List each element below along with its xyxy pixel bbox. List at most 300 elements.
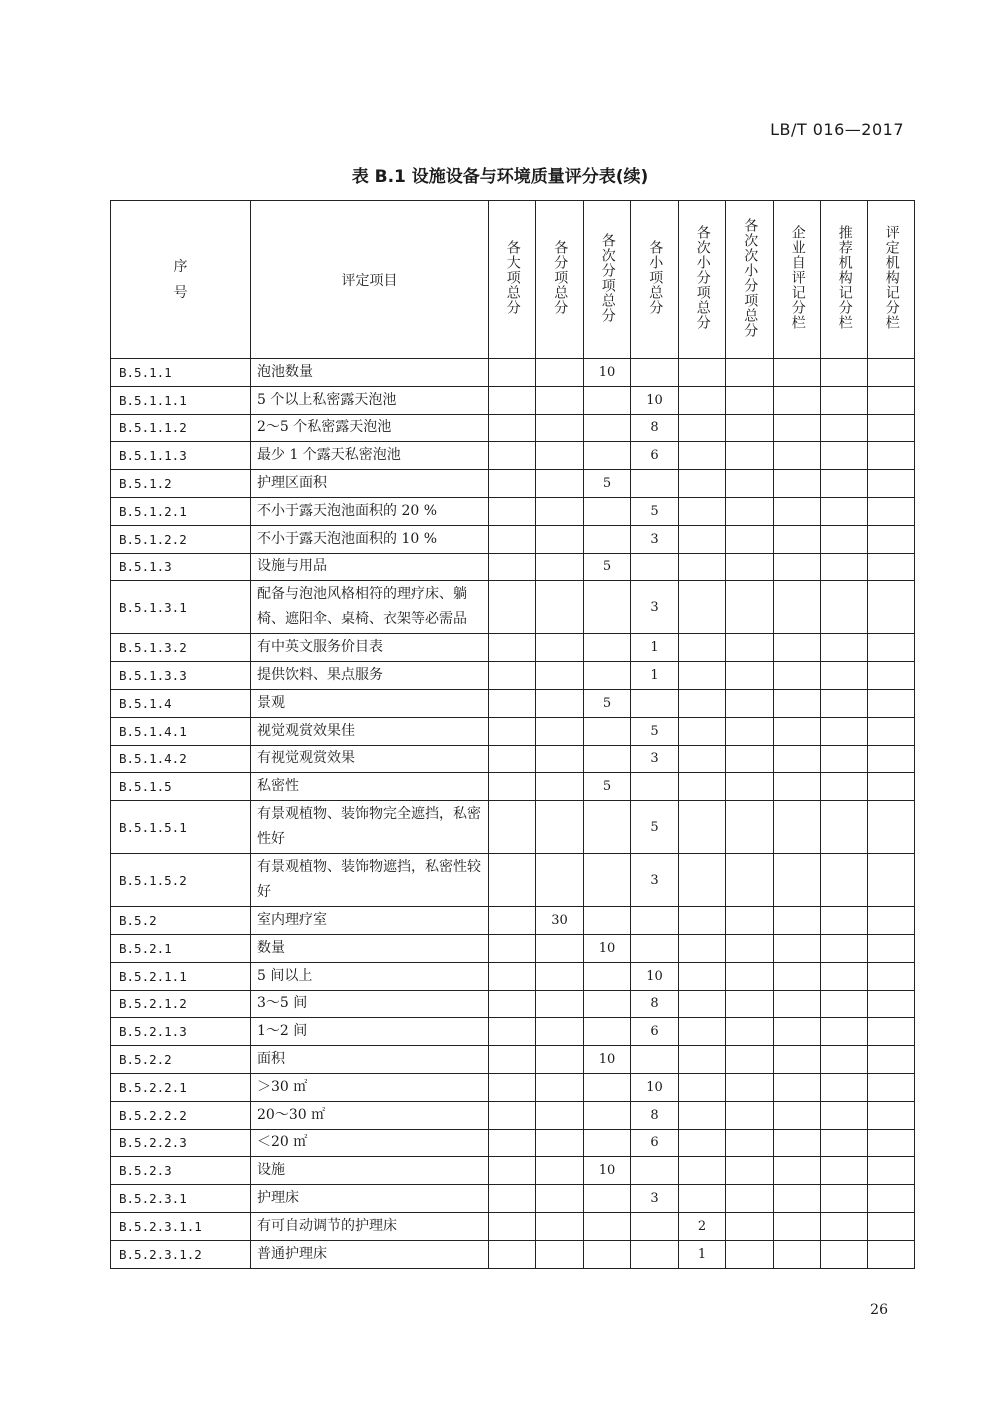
score-cell	[631, 934, 679, 962]
row-code: B.5.1.3	[111, 553, 251, 581]
score-cell	[726, 634, 774, 662]
header-secondary-sub-total: 各次分项总分	[584, 201, 631, 359]
score-cell	[679, 470, 726, 498]
row-code: B.5.2.1.1	[111, 962, 251, 990]
score-cell: 10	[584, 359, 631, 387]
row-item-name: 20～30 ㎡	[251, 1101, 489, 1129]
row-code: B.5.1.3.1	[111, 581, 251, 634]
score-cell	[679, 1018, 726, 1046]
standard-code: LB/T 016—2017	[770, 120, 904, 139]
table-row	[111, 1185, 915, 1213]
score-cell	[821, 634, 868, 662]
score-cell	[774, 470, 821, 498]
row-item-name: 2～5 个私密露天泡池	[251, 414, 489, 442]
header-seq: 序 号	[111, 201, 251, 359]
score-cell	[536, 1073, 584, 1101]
score-cell	[726, 1073, 774, 1101]
score-cell	[868, 854, 915, 907]
row-code: B.5.2.3.1	[111, 1185, 251, 1213]
score-cell: 3	[631, 1185, 679, 1213]
score-cell	[536, 801, 584, 854]
score-cell	[489, 717, 536, 745]
score-cell: 3	[631, 525, 679, 553]
score-cell	[821, 1101, 868, 1129]
score-cell	[584, 1018, 631, 1046]
score-cell	[774, 442, 821, 470]
table-row	[111, 854, 915, 907]
row-code: B.5.1.5	[111, 773, 251, 801]
score-cell	[679, 1157, 726, 1185]
score-cell	[821, 470, 868, 498]
score-cell	[489, 1046, 536, 1074]
row-item-name: ＜20 ㎡	[251, 1129, 489, 1157]
row-item-name: 不小于露天泡池面积的 10 %	[251, 525, 489, 553]
score-cell	[821, 386, 868, 414]
row-code: B.5.2.2.2	[111, 1101, 251, 1129]
table-row	[111, 497, 915, 525]
score-cell	[774, 907, 821, 935]
score-cell	[584, 1240, 631, 1268]
score-cell: 10	[584, 1157, 631, 1185]
score-cell: 5	[584, 773, 631, 801]
header-item: 评定项目	[251, 201, 489, 359]
score-cell	[489, 934, 536, 962]
score-cell	[584, 662, 631, 690]
score-cell	[489, 359, 536, 387]
score-cell	[631, 907, 679, 935]
row-item-name: 不小于露天泡池面积的 20 %	[251, 497, 489, 525]
score-cell	[868, 414, 915, 442]
score-cell	[679, 442, 726, 470]
score-cell	[584, 442, 631, 470]
score-cell: 5	[584, 470, 631, 498]
score-cell	[679, 634, 726, 662]
score-cell	[821, 497, 868, 525]
row-code: B.5.1.1.3	[111, 442, 251, 470]
row-code: B.5.2.1.3	[111, 1018, 251, 1046]
score-cell	[584, 497, 631, 525]
score-cell: 10	[631, 386, 679, 414]
score-cell	[584, 634, 631, 662]
score-cell	[774, 581, 821, 634]
score-cell: 3	[631, 854, 679, 907]
table-row	[111, 717, 915, 745]
score-cell	[584, 854, 631, 907]
score-cell	[774, 386, 821, 414]
row-code: B.5.1.4	[111, 689, 251, 717]
score-cell	[726, 1157, 774, 1185]
row-code: B.5.1.2.2	[111, 525, 251, 553]
score-cell	[726, 497, 774, 525]
score-cell	[774, 359, 821, 387]
table-row	[111, 386, 915, 414]
row-code: B.5.2	[111, 907, 251, 935]
score-cell	[774, 1185, 821, 1213]
score-cell	[726, 1129, 774, 1157]
score-cell	[489, 801, 536, 854]
score-cell	[726, 1185, 774, 1213]
score-cell	[631, 1157, 679, 1185]
score-cell	[868, 990, 915, 1018]
score-cell	[774, 1129, 821, 1157]
row-code: B.5.1.3.2	[111, 634, 251, 662]
row-code: B.5.1.4.2	[111, 745, 251, 773]
row-item-name: 提供饮料、果点服务	[251, 662, 489, 690]
score-cell	[868, 1240, 915, 1268]
row-code: B.5.1.5.1	[111, 801, 251, 854]
score-cell	[489, 962, 536, 990]
page-number: 26	[870, 1302, 888, 1318]
row-code: B.5.2.1	[111, 934, 251, 962]
score-cell	[584, 1073, 631, 1101]
score-cell	[726, 662, 774, 690]
score-cell	[631, 553, 679, 581]
table-row	[111, 689, 915, 717]
score-cell	[679, 359, 726, 387]
table-row	[111, 662, 915, 690]
score-cell	[584, 386, 631, 414]
score-cell	[821, 1046, 868, 1074]
score-cell	[536, 1101, 584, 1129]
table-title: 表 B.1 设施设备与环境质量评分表(续)	[351, 167, 649, 187]
row-code: B.5.1.2	[111, 470, 251, 498]
table-row	[111, 1212, 915, 1240]
row-code: B.5.1.1.2	[111, 414, 251, 442]
score-cell	[489, 1073, 536, 1101]
score-cell	[868, 1212, 915, 1240]
header-sub-total: 各分项总分	[536, 201, 584, 359]
score-cell	[489, 990, 536, 1018]
score-cell	[584, 962, 631, 990]
score-cell	[679, 581, 726, 634]
score-cell	[584, 907, 631, 935]
score-cell	[584, 581, 631, 634]
score-cell: 30	[536, 907, 584, 935]
row-item-name: 设施	[251, 1157, 489, 1185]
header-assess-score: 评定机构记分栏	[868, 201, 915, 359]
score-cell	[726, 414, 774, 442]
score-cell	[679, 1046, 726, 1074]
table-row	[111, 907, 915, 935]
score-cell	[489, 634, 536, 662]
score-cell	[821, 1129, 868, 1157]
score-cell: 8	[631, 1101, 679, 1129]
table-row	[111, 801, 915, 854]
score-cell	[726, 934, 774, 962]
score-cell	[726, 962, 774, 990]
score-cell	[489, 662, 536, 690]
score-cell	[536, 470, 584, 498]
row-item-name: 设施与用品	[251, 553, 489, 581]
score-cell	[726, 553, 774, 581]
score-cell	[868, 1046, 915, 1074]
score-cell: 5	[631, 717, 679, 745]
score-cell: 6	[631, 442, 679, 470]
row-code: B.5.1.1.1	[111, 386, 251, 414]
score-cell	[679, 801, 726, 854]
score-cell	[774, 962, 821, 990]
score-cell	[536, 1157, 584, 1185]
score-cell	[774, 934, 821, 962]
score-cell	[868, 581, 915, 634]
score-cell: 1	[631, 662, 679, 690]
score-cell	[726, 442, 774, 470]
score-cell	[868, 634, 915, 662]
score-cell	[679, 386, 726, 414]
score-cell	[868, 470, 915, 498]
score-cell	[536, 854, 584, 907]
header-secondary-minor-total: 各次小分项总分	[679, 201, 726, 359]
score-cell	[631, 359, 679, 387]
score-cell	[868, 689, 915, 717]
row-item-name: 室内理疗室	[251, 907, 489, 935]
score-cell	[679, 773, 726, 801]
row-item-name: 泡池数量	[251, 359, 489, 387]
score-cell	[821, 442, 868, 470]
score-cell	[726, 854, 774, 907]
score-cell	[679, 907, 726, 935]
score-cell	[679, 414, 726, 442]
table-row	[111, 470, 915, 498]
row-item-name: 最少 1 个露天私密泡池	[251, 442, 489, 470]
score-cell	[584, 414, 631, 442]
score-cell: 5	[584, 553, 631, 581]
score-cell	[774, 1073, 821, 1101]
score-cell	[821, 414, 868, 442]
score-cell	[868, 525, 915, 553]
header-tertiary-minor-total: 各次次小分项总分	[726, 201, 774, 359]
row-item-name: 有视觉观赏效果	[251, 745, 489, 773]
score-cell	[774, 990, 821, 1018]
score-cell	[584, 801, 631, 854]
score-cell	[821, 1185, 868, 1213]
score-cell	[679, 662, 726, 690]
score-cell	[821, 662, 868, 690]
score-cell	[489, 581, 536, 634]
row-item-name: ＞30 ㎡	[251, 1073, 489, 1101]
score-cell	[868, 745, 915, 773]
score-cell	[489, 854, 536, 907]
score-cell	[868, 1129, 915, 1157]
score-cell	[821, 717, 868, 745]
score-cell	[774, 801, 821, 854]
score-cell	[726, 1018, 774, 1046]
row-item-name: 数量	[251, 934, 489, 962]
score-cell	[631, 1046, 679, 1074]
score-cell	[821, 907, 868, 935]
header-major-total: 各大项总分	[489, 201, 536, 359]
score-cell: 5	[584, 689, 631, 717]
score-cell	[868, 962, 915, 990]
score-cell	[631, 689, 679, 717]
score-table	[110, 200, 915, 1269]
table-row	[111, 1018, 915, 1046]
score-cell	[868, 1018, 915, 1046]
score-cell	[584, 745, 631, 773]
score-cell: 6	[631, 1129, 679, 1157]
row-item-name: 视觉观赏效果佳	[251, 717, 489, 745]
score-cell	[489, 414, 536, 442]
score-cell	[536, 634, 584, 662]
score-cell	[774, 689, 821, 717]
score-cell	[679, 745, 726, 773]
score-cell	[726, 525, 774, 553]
row-item-name: 5 间以上	[251, 962, 489, 990]
score-cell	[726, 1240, 774, 1268]
score-cell	[489, 1212, 536, 1240]
score-cell	[726, 581, 774, 634]
table-row	[111, 553, 915, 581]
score-cell	[536, 1129, 584, 1157]
score-cell	[821, 359, 868, 387]
score-cell	[726, 990, 774, 1018]
score-cell	[536, 581, 584, 634]
score-cell	[536, 1240, 584, 1268]
score-cell	[868, 662, 915, 690]
score-cell	[536, 497, 584, 525]
score-cell	[536, 689, 584, 717]
row-code: B.5.2.3	[111, 1157, 251, 1185]
score-cell	[821, 1212, 868, 1240]
score-cell	[679, 962, 726, 990]
score-cell	[821, 581, 868, 634]
row-item-name: 景观	[251, 689, 489, 717]
row-item-name: 私密性	[251, 773, 489, 801]
score-cell	[536, 414, 584, 442]
score-cell	[584, 1212, 631, 1240]
table-body	[111, 359, 915, 1269]
score-cell	[489, 1240, 536, 1268]
score-cell	[489, 470, 536, 498]
score-cell	[726, 745, 774, 773]
score-cell	[726, 359, 774, 387]
score-cell	[679, 497, 726, 525]
score-cell	[774, 634, 821, 662]
score-cell	[489, 497, 536, 525]
row-code: B.5.1.4.1	[111, 717, 251, 745]
score-cell	[489, 553, 536, 581]
score-cell	[536, 1212, 584, 1240]
table-header-row	[111, 201, 915, 359]
row-item-name: 有景观植物、装饰物完全遮挡，私密性好	[251, 801, 489, 854]
table-row	[111, 1046, 915, 1074]
score-cell	[584, 1101, 631, 1129]
score-cell	[868, 1185, 915, 1213]
score-cell: 10	[584, 934, 631, 962]
row-item-name: 1～2 间	[251, 1018, 489, 1046]
score-cell	[489, 689, 536, 717]
score-cell	[679, 1073, 726, 1101]
score-cell	[536, 662, 584, 690]
header-recommend-score: 推荐机构记分栏	[821, 201, 868, 359]
score-cell	[536, 773, 584, 801]
score-cell	[726, 689, 774, 717]
score-cell	[536, 359, 584, 387]
score-cell	[536, 990, 584, 1018]
score-cell	[868, 386, 915, 414]
row-item-name: 3～5 间	[251, 990, 489, 1018]
score-cell	[868, 773, 915, 801]
score-cell	[679, 553, 726, 581]
score-cell	[821, 525, 868, 553]
score-cell	[868, 1073, 915, 1101]
score-cell	[726, 386, 774, 414]
score-cell	[821, 689, 868, 717]
table-row	[111, 634, 915, 662]
score-cell	[726, 717, 774, 745]
row-code: B.5.2.3.1.1	[111, 1212, 251, 1240]
score-cell	[821, 1018, 868, 1046]
score-cell	[774, 717, 821, 745]
score-cell	[489, 907, 536, 935]
row-item-name: 护理区面积	[251, 470, 489, 498]
score-cell	[868, 497, 915, 525]
score-cell	[821, 962, 868, 990]
table-row	[111, 773, 915, 801]
table-row	[111, 581, 915, 634]
score-cell	[726, 1212, 774, 1240]
score-cell	[584, 1129, 631, 1157]
score-cell	[679, 934, 726, 962]
score-cell	[536, 1046, 584, 1074]
score-cell	[726, 773, 774, 801]
row-code: B.5.1.2.1	[111, 497, 251, 525]
score-cell: 1	[679, 1240, 726, 1268]
score-cell	[584, 1185, 631, 1213]
score-cell	[821, 773, 868, 801]
score-cell	[726, 470, 774, 498]
score-cell	[774, 1240, 821, 1268]
score-cell	[821, 1240, 868, 1268]
score-cell	[774, 1046, 821, 1074]
score-cell	[679, 990, 726, 1018]
score-cell	[821, 553, 868, 581]
score-cell	[631, 1240, 679, 1268]
score-cell	[821, 745, 868, 773]
table-row	[111, 934, 915, 962]
header-self-score: 企业自评记分栏	[774, 201, 821, 359]
score-cell: 2	[679, 1212, 726, 1240]
score-cell	[868, 801, 915, 854]
score-cell	[584, 717, 631, 745]
score-cell	[679, 1185, 726, 1213]
score-cell: 6	[631, 1018, 679, 1046]
score-cell	[726, 907, 774, 935]
score-cell: 5	[631, 497, 679, 525]
score-cell	[726, 1101, 774, 1129]
score-cell	[584, 990, 631, 1018]
score-cell	[868, 934, 915, 962]
score-cell	[489, 1185, 536, 1213]
score-cell	[774, 1157, 821, 1185]
score-cell	[679, 525, 726, 553]
score-cell	[774, 1018, 821, 1046]
row-code: B.5.1.1	[111, 359, 251, 387]
score-cell	[868, 553, 915, 581]
score-cell	[868, 442, 915, 470]
score-cell	[821, 854, 868, 907]
score-cell	[489, 1157, 536, 1185]
table-row	[111, 1073, 915, 1101]
score-cell: 10	[631, 1073, 679, 1101]
score-cell	[821, 934, 868, 962]
score-cell	[536, 386, 584, 414]
score-cell	[774, 662, 821, 690]
row-code: B.5.2.3.1.2	[111, 1240, 251, 1268]
score-cell	[679, 689, 726, 717]
score-cell	[536, 745, 584, 773]
table-row	[111, 414, 915, 442]
